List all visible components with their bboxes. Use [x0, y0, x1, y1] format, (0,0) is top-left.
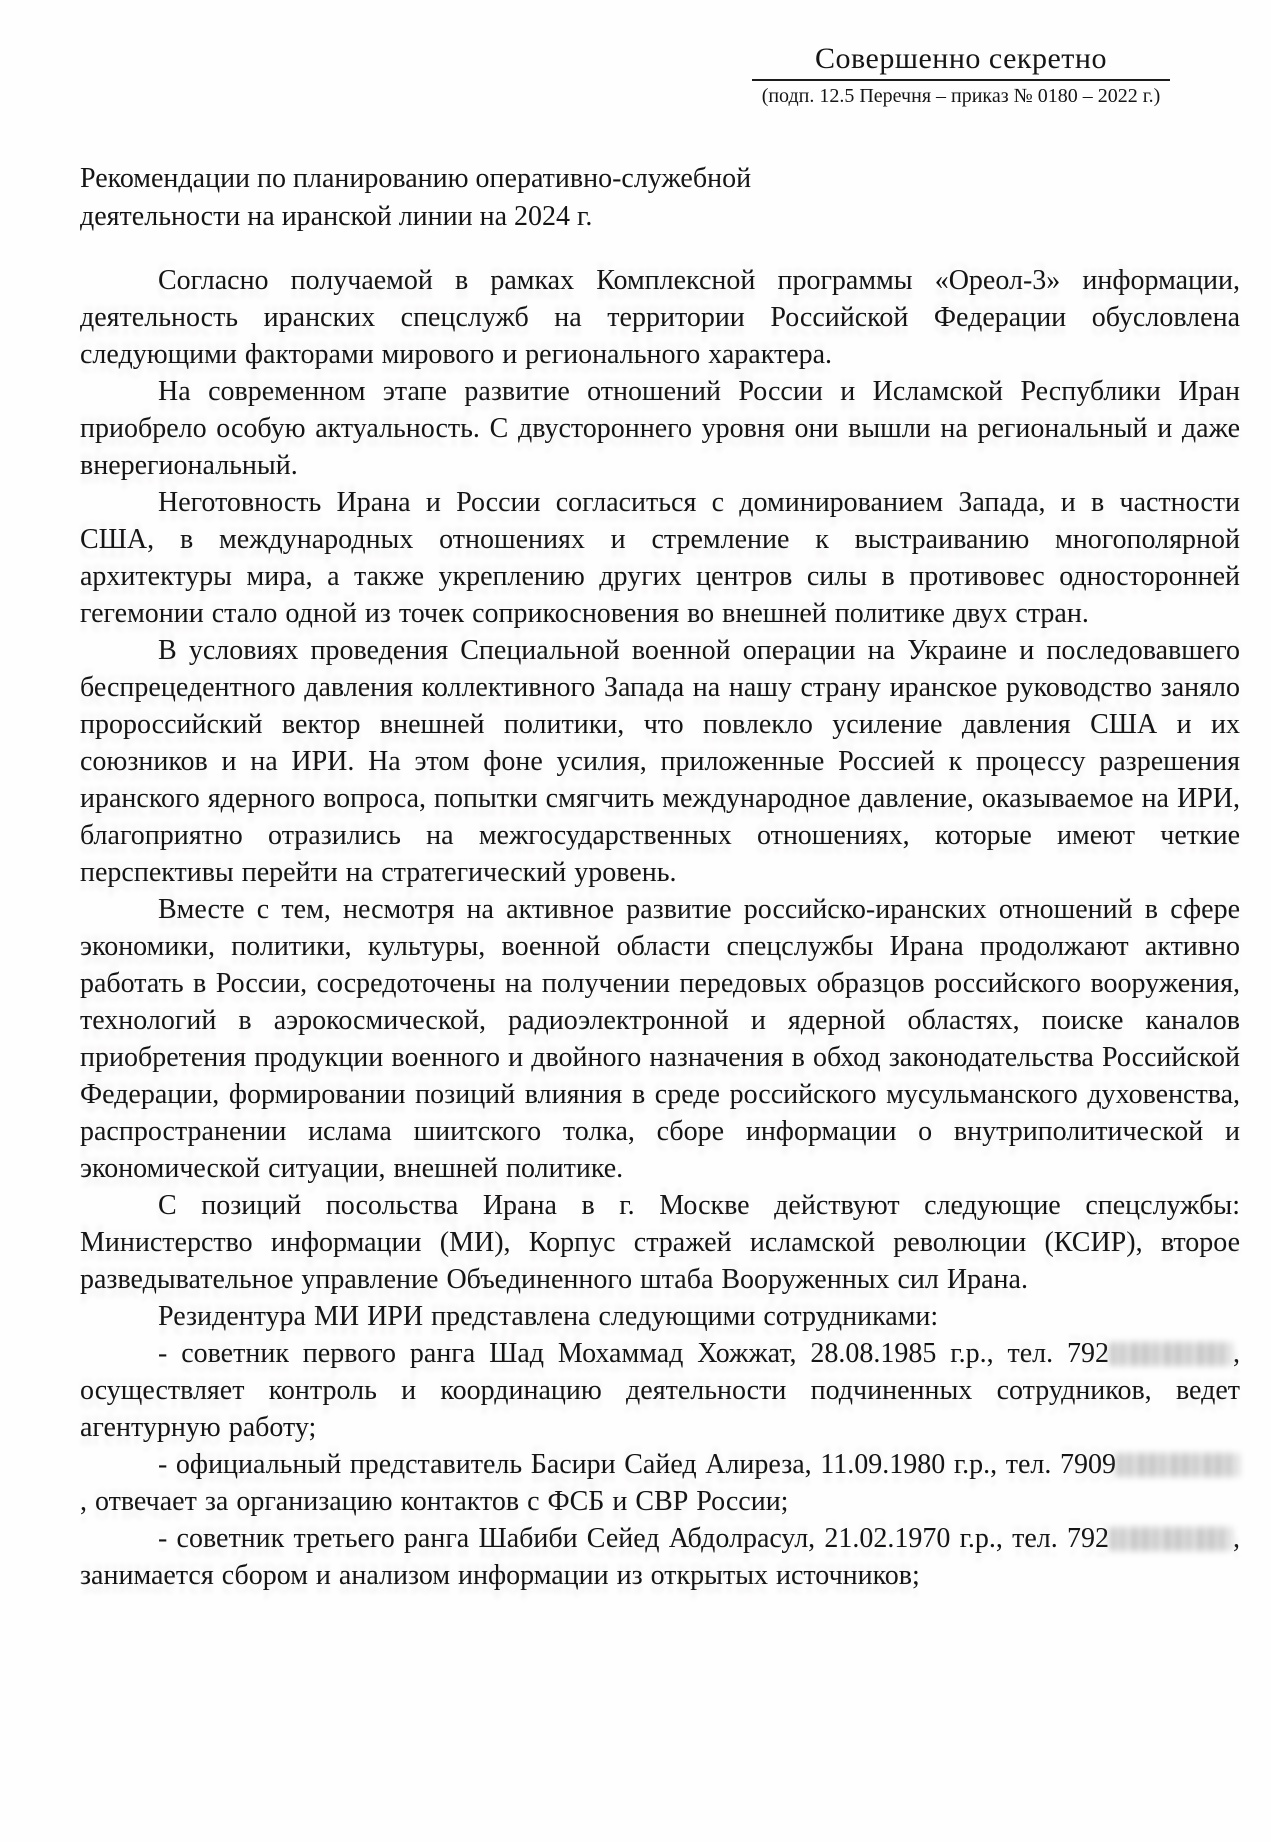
phone-prefix: 7909	[1060, 1449, 1116, 1480]
body-paragraph-5: Вместе с тем, несмотря на активное развитие российско-иранских отношений в сфере экономики, политики, культуры, военной области спецслужбы Ирана продолжают активно работать в России, сосредоточены на получении передовых образцов российского вооружения, технологий в аэрокосмической, радиоэлектронной и ядерной областях, поиске каналов приобретения продукции военного и двойного назначения в обход законодательства Российской Федерации, формировании позиций влияния в среде российского мусульманского духовенства, распространении ислама шиитского толка, сборе информации о внутриполитической и экономической ситуации, внешней политике.	[80, 894, 1240, 1184]
classification-stamp	[752, 42, 1170, 108]
body-paragraph-2: На современном этапе развитие отношений России и Исламской Республики Иран приобрело особую актуальность. С двустороннего уровня они вышли на региональный и даже внерегиональный.	[80, 376, 1240, 481]
officer-text: , занимается сбором и анализом информации из открытых источников;	[80, 1523, 1240, 1591]
document-title	[80, 160, 1240, 236]
body-paragraph-7: Резидентура МИ ИРИ представлена следующими сотрудниками:	[158, 1301, 939, 1332]
redacted-phone-digits	[1110, 1342, 1232, 1366]
body-paragraph-3: Неготовность Ирана и России согласиться с доминированием Запада, и в частности США, в международных отношениях и стремление к выстраиванию многополярной архитектуры мира, а также укреплению других центров силы в противовес односторонней гегемонии стало одной из точек соприкосновения во внешней политике двух стран.	[80, 487, 1240, 629]
officer-text: - советник третьего ранга Шабиби Сейед Абдолрасул, 21.02.1970 г.р., тел.	[158, 1523, 1067, 1554]
body-paragraph-6: С позиций посольства Ирана в г. Москве действуют следующие спецслужбы: Министерство информации (МИ), Корпус стражей исламской революции (КСИР), второе разведывательное управление Объединенного штаба Вооруженных сил Ирана.	[80, 1190, 1240, 1295]
officer-entry-3	[80, 1520, 1240, 1594]
phone-prefix: 792	[1067, 1523, 1109, 1554]
body-paragraph-1: Согласно получаемой в рамках Комплексной программы «Ореол-3» информации, деятельность иранских спецслужб на территории Российской Федерации обусловлена следующими факторами мирового и регионального характера.	[80, 265, 1240, 370]
officer-text: - советник первого ранга Шад Мохаммад Хожжат, 28.08.1985 г.р., тел.	[158, 1338, 1067, 1369]
classification-stamp-text: Совершенно секретно	[752, 42, 1170, 81]
redacted-phone-digits	[1110, 1527, 1232, 1551]
officer-entry-2	[80, 1446, 1240, 1520]
officer-text: - официальный представитель Басири Сайед Алиреза, 11.09.1980 г.р., тел.	[158, 1449, 1060, 1480]
document-title-line-1: Рекомендации по планированию оперативно-служебной	[80, 163, 752, 194]
document-title-line-2: деятельности на иранской линии на 2024 г.	[80, 201, 593, 232]
officer-entry-1	[80, 1335, 1240, 1446]
body-paragraph-4: В условиях проведения Специальной военной операции на Украине и последовавшего беспрецедентного давления коллективного Запада на нашу страну иранское руководство заняло пророссийский вектор внешней политики, что повлекло усиление давления США и их союзников и на ИРИ. На этом фоне усилия, приложенные Россией к процессу разрешения иранского ядерного вопроса, попытки смягчить международное давление, оказываемое на ИРИ, благоприятно отразились на межгосударственных отношениях, которые имеют четкие перспективы перейти на стратегический уровень.	[80, 635, 1240, 888]
classification-stamp-note: (подп. 12.5 Перечня – приказ № 0180 – 2022 г.)	[761, 85, 1161, 107]
officer-text: , отвечает за организацию контактов с ФСБ и СВР России;	[80, 1486, 789, 1517]
officer-text: , осуществляет контроль и координацию деятельности подчиненных сотрудников, ведет агентурную работу;	[80, 1338, 1240, 1443]
redacted-phone-digits	[1117, 1453, 1239, 1477]
phone-prefix: 792	[1067, 1338, 1109, 1369]
